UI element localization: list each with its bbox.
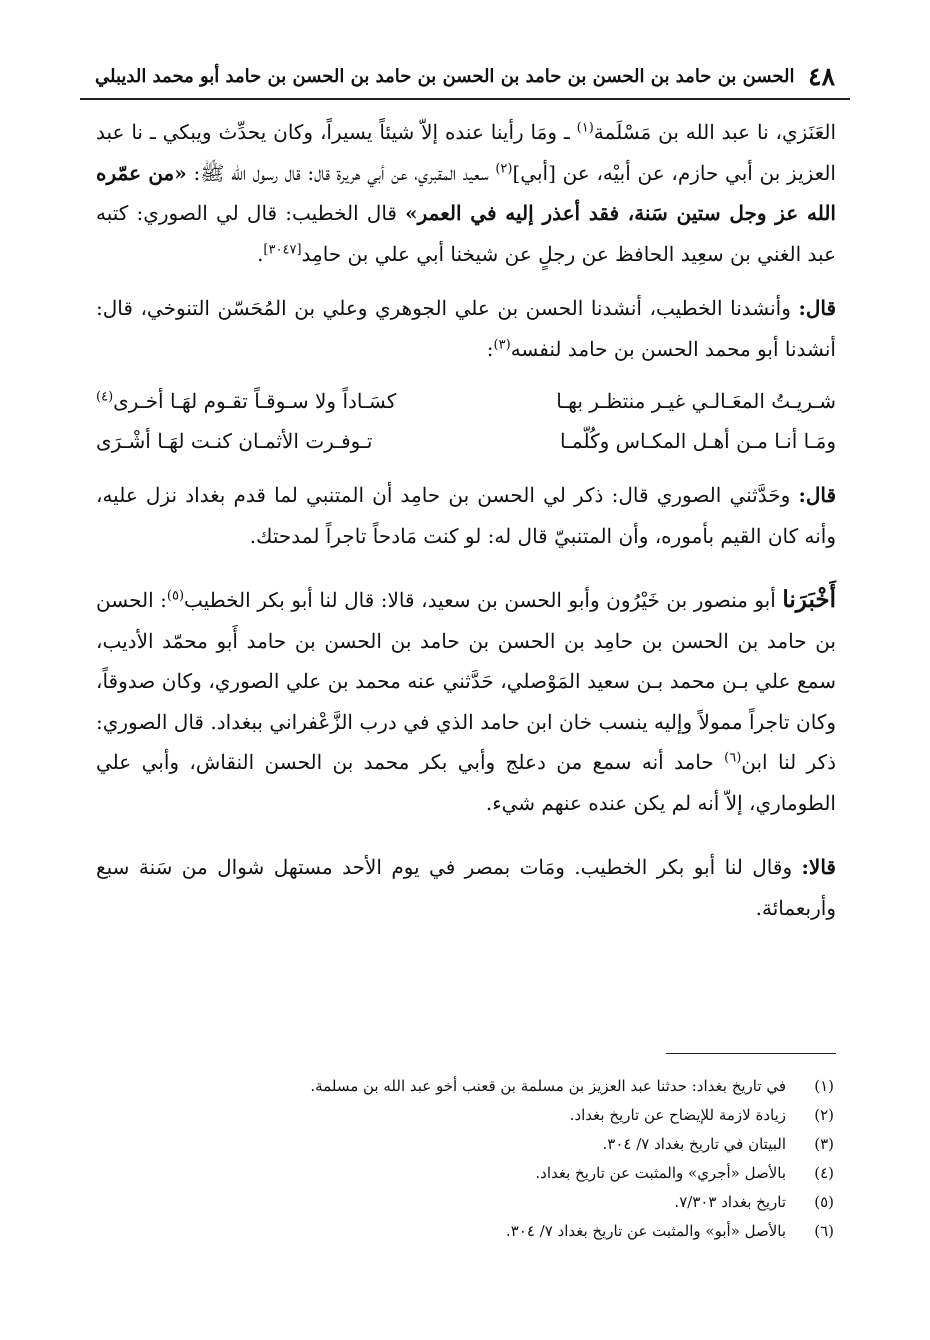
hadith-quote: «من عمّره الله عز وجل ستين سَنة، فقد أعذر إليه في العمر» (96, 160, 836, 225)
footnote-number: (٤) (814, 1164, 834, 1182)
text-run: ـ ومَا رأينا عنده إلاّ شيئاً يسيراً، وكان يحدِّث ويبكي ـ نا عبد العزيز بن أبي حازم، عن أبيْه، عن [أبي] (96, 120, 836, 185)
text-run: سعيد المقبري، عن أبي هريرة قال: قال رسول الله ﷺ: (193, 160, 489, 185)
poem-line (96, 381, 836, 421)
footnote-item (96, 1072, 834, 1101)
poem-hemistich-second: تـوفـرت الأثمـان كنـت لهَـا أشْـرَى (96, 429, 373, 453)
poem-hemistich-first: ومَـا أنـا مـن أهـل المكـاس وكُلّمـا (559, 429, 836, 453)
text-run: قال الخطيب: قال لي الصوري: كتبه عبد الغني بن سعِيد الحافظ عن رجلٍ عن شيخنا أبي علي بن حامِد (96, 201, 836, 266)
footnote-number: (٦) (814, 1222, 834, 1240)
main-text (96, 112, 836, 928)
footnote-item (96, 1101, 834, 1130)
footnote-ref[interactable]: (٣) (493, 336, 511, 352)
footnote-text: في تاريخ بغداد: حدثنا عبد العزيز بن مسلمة بن قعنب أخو عبد الله بن مسلمة. (310, 1077, 786, 1095)
paragraph-4 (96, 580, 836, 823)
footnote-number: (١) (814, 1077, 834, 1095)
paragraph-lead: أَخْبَرَنا (782, 586, 836, 613)
footnote-item (96, 1130, 834, 1159)
footnote-ref[interactable]: (٢) (495, 160, 513, 176)
text-run: وقال لنا أبو بكر الخطيب. ومَات بمصر في يوم الأحد مستهل شوال من سَنة سبع وأربعمائة. (96, 855, 836, 920)
text-run: أبو منصور بن خَيْرُون وأبو الحسن بن سعيد، قالا: قال لنا أبو بكر الخطيب (184, 588, 776, 612)
paragraph-lead: قال: (798, 296, 837, 320)
text-run: العَنَزي، نا عبد الله بن مَسْلَمة (593, 120, 836, 144)
poem (96, 381, 836, 461)
text-run: وحَدَّثني الصوري قال: ذكر لي الحسن بن حامِد أن المتنبي لما قدم بغداد نزل عليه، وأنه كان القيم بأموره، وأن المتنبيّ قال له: لو كنت مَادحاً تاجراً لمدحتك. (96, 483, 836, 548)
paragraph-5 (96, 847, 836, 928)
footnote-text: بالأصل «أجري» والمثبت عن تاريخ بغداد. (535, 1164, 786, 1182)
footnote-text: البيتان في تاريخ بغداد ٧/ ٣٠٤. (602, 1135, 786, 1153)
paragraph-3 (96, 475, 836, 556)
text-run: : (486, 336, 494, 361)
running-header (95, 58, 835, 92)
text-run: وأنشدنا الخطيب، أنشدنا الحسن بن علي الجوهري وعلي بن المُحَسّن التنوخي، قال: أنشدنا أبو محمد الحسن بن حامد لنفسه (96, 296, 836, 361)
footnote-ref[interactable]: (١) (576, 120, 594, 136)
poem-hemistich-second (96, 381, 444, 421)
footnote-item (96, 1159, 834, 1188)
text-run: كسَـاداً ولا سـوقـاً تقـوم لهَـا أخـرى (113, 389, 397, 413)
footnotes (96, 1072, 834, 1246)
footnote-text: زيادة لازمة للإيضاح عن تاريخ بغداد. (569, 1106, 786, 1124)
text-run: : الحسن بن حامد بن الحسن بن حامِد بن الحسن بن حامد بن الحسن بن حامد أَبو محمّد الأديب، سمع علي بـن محمد بـن سعيد المَوْصلي، حَدَّثني عنه محمد بن علي الصوري، وكان صدوقاً، وكان تاجراً ممولاً وإليه ينسب خان ابن حامد الذي في درب الزَّعْفراني ببغداد. قال الصوري: ذكر لنا ابن (96, 588, 837, 774)
page-number: ٤٨ (808, 62, 835, 91)
footnote-ref[interactable]: (٤) (96, 389, 114, 405)
footnote-divider (666, 1053, 836, 1054)
running-title: الحسن بن حامد بن الحسن بن حامد بن الحسن بن حامد بن الحسن بن حامد أبو محمد الديبلي (95, 66, 795, 87)
footnote-text: تاريخ بغداد ٧/٣٠٣. (674, 1193, 786, 1211)
footnote-ref[interactable]: (٥) (166, 588, 185, 604)
paragraph-1 (96, 112, 836, 274)
footnote-number: (٢) (814, 1106, 834, 1124)
header-divider (80, 98, 850, 100)
footnote-text: بالأصل «أبو» والمثبت عن تاريخ بغداد ٧/ ٣٠٤. (505, 1222, 786, 1240)
poem-hemistich-first: شـريـتُ المعَـالـي غيـر منتظـر بهـا (556, 389, 836, 413)
footnote-number: (٣) (814, 1135, 834, 1153)
paragraph-lead: قالا: (801, 855, 836, 879)
footnote-number: (٥) (814, 1193, 834, 1211)
footnote-ref[interactable]: (٦) (724, 750, 742, 766)
paragraph-lead: قال: (798, 483, 837, 507)
footnote-item (96, 1188, 834, 1217)
record-number: [٣٠٤٧] (263, 241, 302, 257)
footnote-item (96, 1217, 834, 1246)
text-run: . (257, 241, 264, 266)
text-run: حامد أنه سمع من دعلج وأبي بكر محمد بن الحسن النقاش، وأبي علي الطوماري، إلاّ أنه لم يكن عنده عنهم شيء. (96, 750, 836, 815)
paragraph-2 (96, 288, 836, 369)
poem-line (96, 421, 836, 461)
